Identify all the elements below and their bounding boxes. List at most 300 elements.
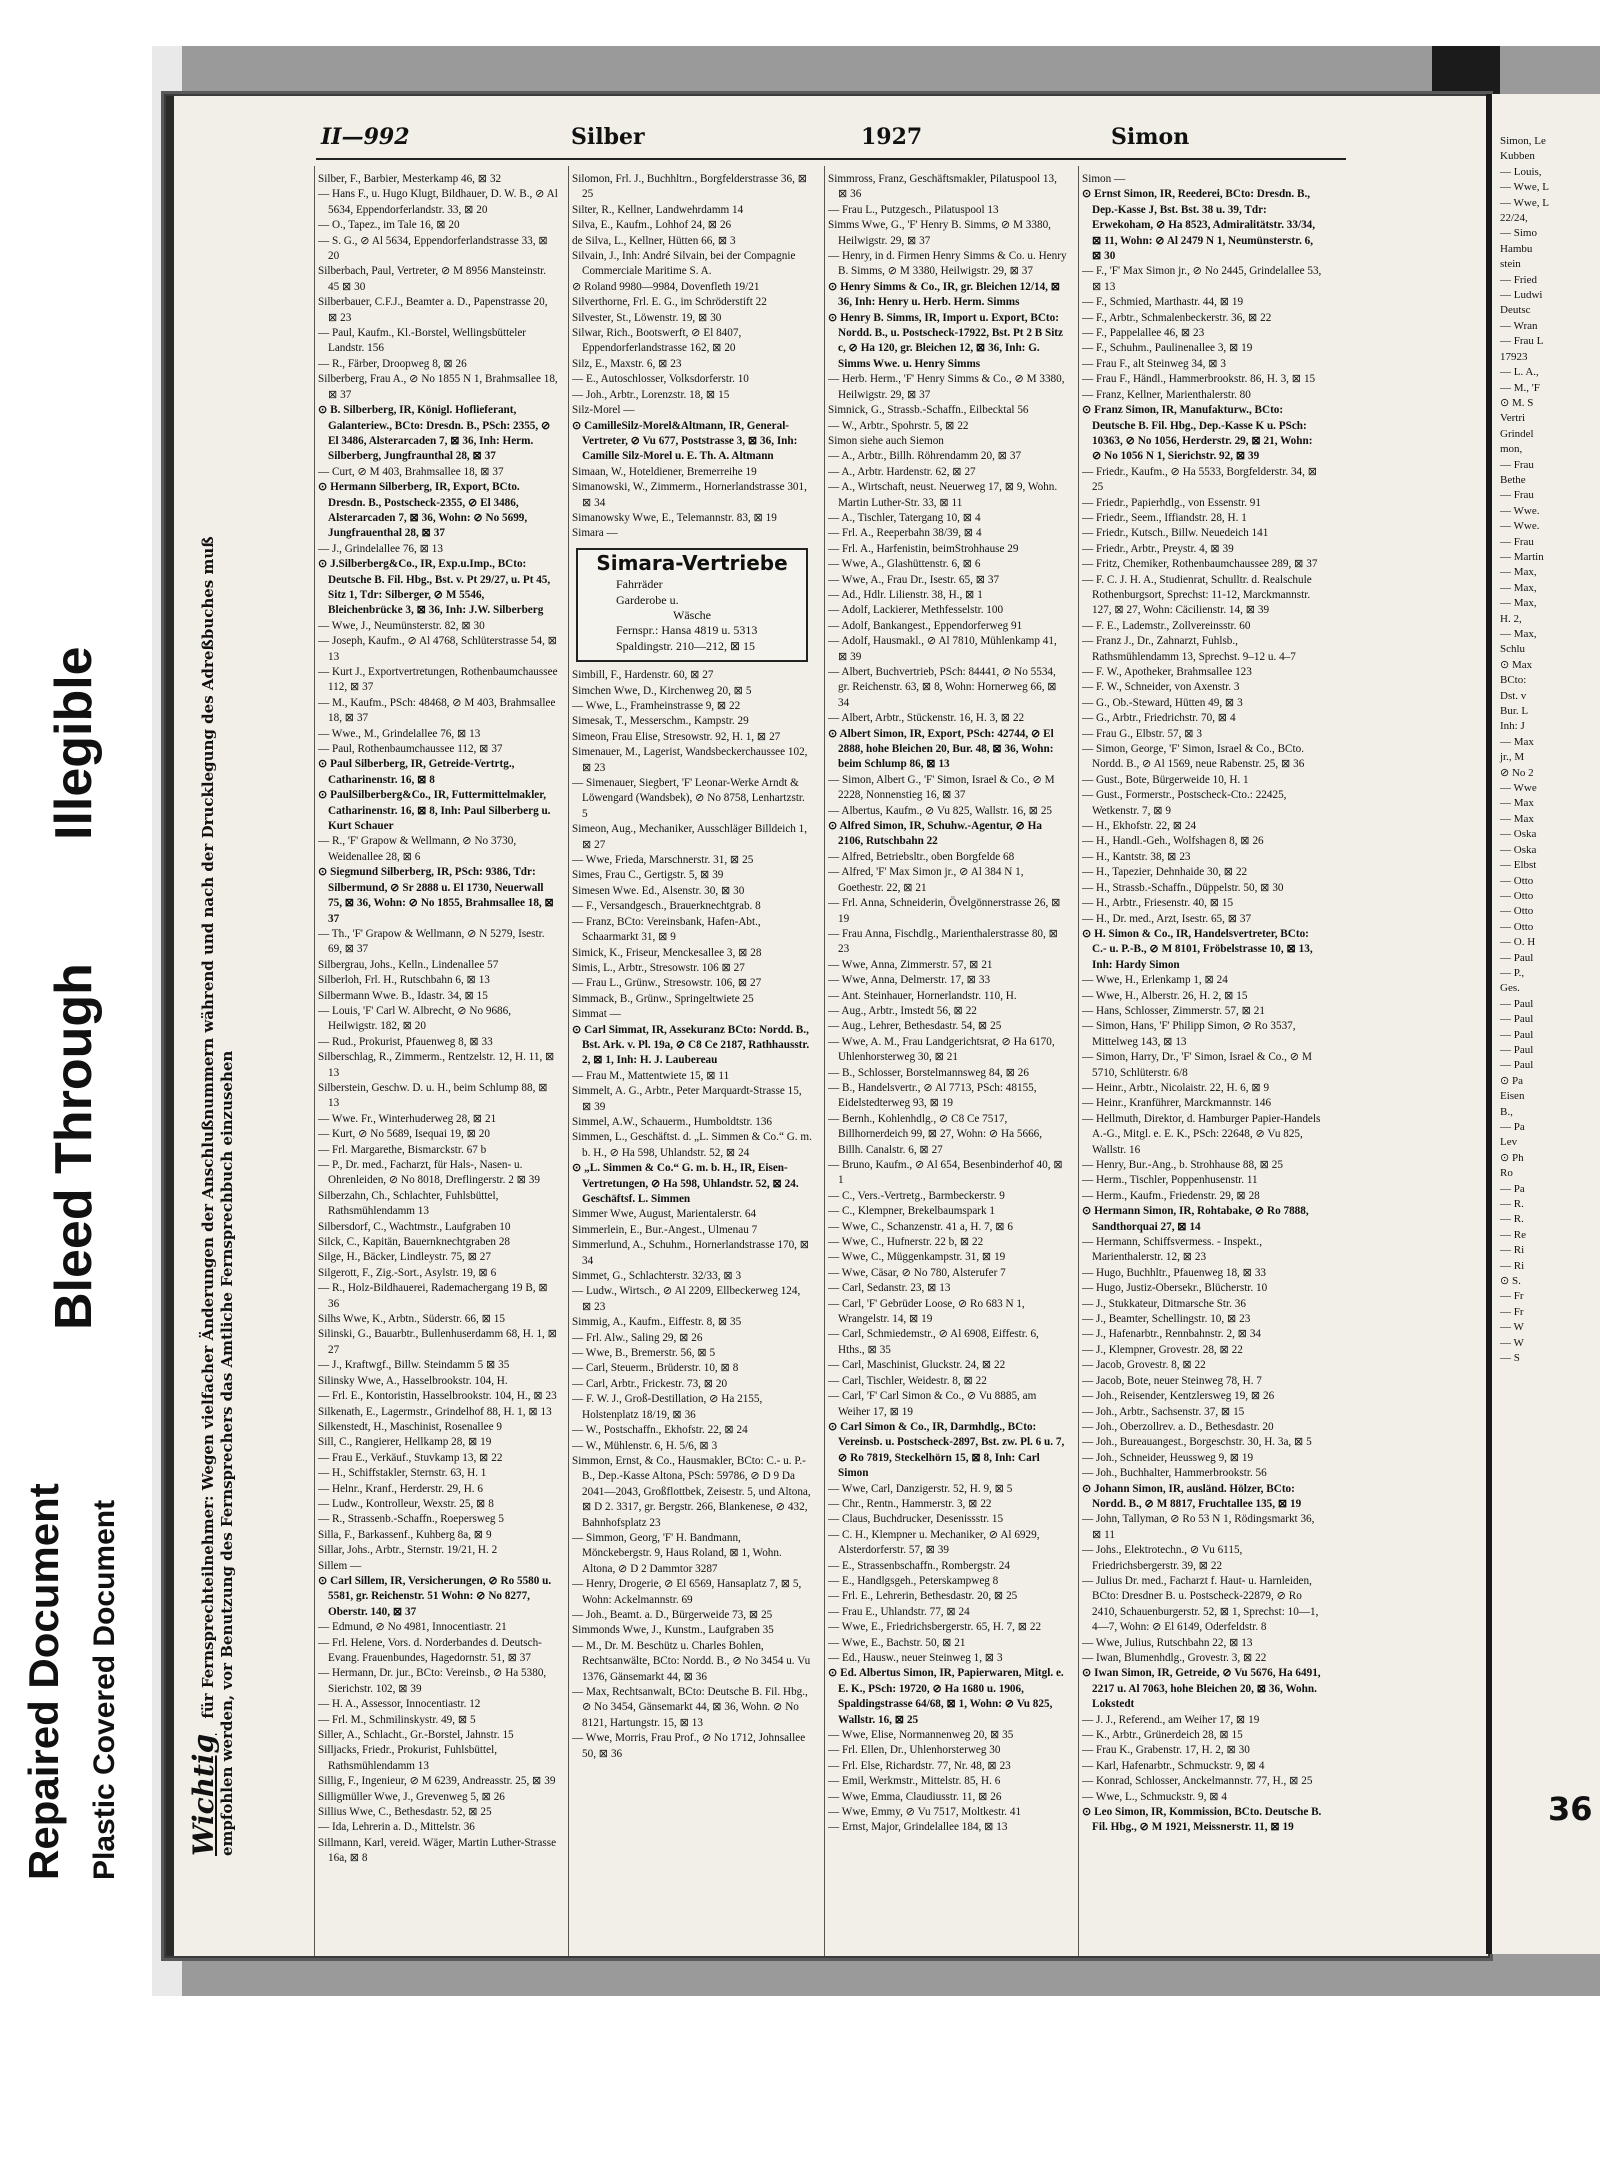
directory-entry: ⊙ Alfred Simon, IR, Schuhw.-Agentur, ⊘ Ha 2106, Rutschbahn 22 (828, 820, 1042, 848)
facing-page-entry: — O. H (1500, 936, 1536, 949)
facing-page-entry: — Max (1500, 735, 1534, 748)
directory-entry: — Wwe, Morris, Frau Prof., ⊘ No 1712, Johnsallee 50, ⊠ 36 (572, 1732, 806, 1760)
directory-entry: Silkenstedt, H., Maschinist, Rosenallee 9 (318, 1420, 502, 1433)
directory-entry: — Frl. Anna, Schneiderin, Övelgönnerstrasse 26, ⊠ 19 (828, 897, 1061, 925)
ad-line: Fahrräder (616, 577, 663, 592)
directory-entry: Simmen, L., Geschäftst. d. „L. Simmen & Co.“ G. m. b. H., ⊘ Ha 598, Uhlandstr. 52, ⊠ 24 (572, 1131, 812, 1159)
facing-page-entry: Bur. L (1500, 705, 1529, 718)
directory-entry: — Hugo, Justiz-Obersekr., Blücherstr. 10 (1082, 1282, 1268, 1295)
directory-entry: — Joseph, Kaufm., ⊘ Al 4768, Schlüterstrasse 54, ⊠ 13 (318, 635, 558, 663)
directory-entry: — G., Ob.-Steward, Hütten 49, ⊠ 3 (1082, 696, 1243, 709)
directory-entry: — Wwe, A. M., Frau Landgerichtsrat, ⊘ Ha 6170, Uhlenhorsterweg 30, ⊠ 21 (828, 1035, 1055, 1064)
directory-entry: — J., Beamter, Schellingstr. 10, ⊠ 23 (1082, 1313, 1251, 1326)
directory-entry: Silter, R., Kellner, Landwehrdamm 14 (572, 203, 744, 216)
column-rule-0 (314, 166, 315, 1958)
facing-page-entry: — Ri (1500, 1244, 1525, 1257)
column-3 (828, 172, 1068, 1958)
directory-entry: Silberbauer, C.F.J., Beamter a. D., Papenstrasse 20, ⊠ 23 (318, 296, 548, 324)
ad-title: Simara-Vertriebe (596, 550, 788, 575)
directory-entry: — W., Mühlenstr. 6, H. 5/6, ⊠ 3 (572, 1439, 718, 1452)
facing-page-entry: — Paul (1500, 951, 1534, 964)
facing-page-entry: — Otto (1500, 905, 1534, 918)
directory-entry: — H., Ekhofstr. 22, ⊠ 24 (1082, 820, 1197, 833)
label-plastic-covered-document: Plastic Covered Document (88, 1499, 121, 1880)
label-bleed-through: Bleed Through (45, 963, 103, 1330)
directory-entry: Silberberg, Frau A., ⊘ No 1855 N 1, Brahmsallee 18, ⊠ 37 (318, 373, 558, 401)
directory-entry: — Wwe, H., Alberstr. 26, H. 2, ⊠ 15 (1082, 989, 1248, 1002)
directory-entry: — E., Strassenbschaffn., Rombergstr. 24 (828, 1559, 1010, 1572)
directory-entry: Simon — (1082, 173, 1126, 185)
facing-page-entry: — Pa (1500, 1182, 1525, 1195)
directory-entry: — Kurt, ⊘ No 5689, Isequai 19, ⊠ 20 (318, 1128, 490, 1141)
directory-entry: — Albertus, Kaufm., ⊘ Vu 825, Wallstr. 16, ⊠ 25 (828, 804, 1053, 817)
directory-entry: Simmer Wwe, August, Marientalerstr. 64 (572, 1208, 757, 1221)
directory-entry: Sillar, Johs., Arbtr., Sternstr. 19/21, H. 2 (318, 1544, 498, 1557)
directory-entry: — J., Stukkateur, Ditmarsche Str. 36 (1082, 1297, 1246, 1310)
facing-page-entry: — Oska (1500, 843, 1537, 856)
directory-entry: — Hermann, Dr. jur., BCto: Vereinsb., ⊘ Ha 5380, Sierichstr. 102, ⊠ 39 (318, 1667, 547, 1695)
directory-entry: — Frau L., Grünw., Stresowstr. 106, ⊠ 27 (572, 977, 762, 990)
facing-page-entry: — Louis, (1500, 165, 1542, 178)
directory-entry: — M., Dr. M. Beschütz u. Charles Bohlen, Rechtsanwälte, BCto: Nordd. B., ⊘ No 3454 u. Vu 1376, Gänsemarkt 44, ⊠ 36 (572, 1639, 811, 1683)
directory-entry: Silbergrau, Johs., Kelln., Lindenallee 57 (318, 958, 499, 971)
directory-entry: — F., Arbtr., Schmalenbeckerstr. 36, ⊠ 22 (1082, 311, 1272, 324)
facing-page-entry: — P., (1500, 966, 1525, 979)
directory-entry: — B., Schlosser, Borstelmannsweg 84, ⊠ 26 (828, 1066, 1029, 1079)
directory-entry: — Wwe, Emmy, ⊘ Vu 7517, Moltkestr. 41 (828, 1806, 1022, 1819)
directory-entry: Silvester, St., Löwenstr. 19, ⊠ 30 (572, 311, 722, 324)
directory-entry: ⊙ Johann Simon, IR, ausländ. Hölzer, BCto: Nordd. B., ⊘ M 8817, Fruchtallee 135, ⊠ 19 (1082, 1482, 1302, 1510)
directory-entry: — Simmon, Georg, 'F' H. Bandmann, Mönckebergstr. 9, Haus Roland, ⊠ 1, Wohn. Altona, ⊘ D 2 Dammtor 3287 (572, 1531, 782, 1575)
directory-entry: Simms Wwe, G., 'F' Henry B. Simms, ⊘ M 3380, Heilwigstr. 29, ⊠ 37 (828, 219, 1051, 247)
directory-entry: — R., 'F' Grapow & Wellmann, ⊘ No 3730, Weidenallee 28, ⊠ 6 (318, 835, 517, 863)
directory-entry: — R., Färber, Droopweg 8, ⊠ 26 (318, 357, 467, 370)
directory-entry: — Carl, Tischler, Weidestr. 8, ⊠ 22 (828, 1374, 987, 1387)
facing-page-entry: — Wwe. (1500, 520, 1540, 533)
directory-entry: — A., Wirtschaft, neust. Neuerweg 17, ⊠ 9, Wohn. Martin Luther-Str. 33, ⊠ 11 (828, 481, 1058, 509)
directory-entry: Simmonds Wwe, J., Kunstm., Laufgraben 35 (572, 1624, 774, 1637)
directory-entry: Sillius Wwe, C., Bethesdastr. 52, ⊠ 25 (318, 1806, 492, 1819)
facing-page-entry: ⊙ S. (1500, 1275, 1521, 1288)
directory-entry: — Gust., Bote, Bürgerweide 10, H. 1 (1082, 773, 1249, 786)
directory-entry: — Kurt J., Exportvertretungen, Rothenbaumchaussee 112, ⊠ 37 (318, 666, 558, 694)
directory-entry: — Herb. Herm., 'F' Henry Simms & Co., ⊘ M 3380, Heilwigstr. 29, ⊠ 37 (828, 373, 1065, 401)
directory-entry: ⊙ Paul Silberberg, IR, Getreide-Vertrtg., Catharinenstr. 16, ⊠ 8 (318, 758, 515, 786)
directory-entry: — Heinr., Arbtr., Nicolaistr. 22, H. 6, ⊠ 9 (1082, 1081, 1270, 1094)
facing-page-entry: — Ri (1500, 1259, 1525, 1272)
header-left-word: Silber (571, 124, 645, 150)
directory-entry: — P., Dr. med., Facharzt, für Hals-, Nasen- u. Ohrenleiden, ⊘ No 8018, Dreflingerstr. 2 ⊠ 39 (318, 1159, 540, 1187)
facing-page-entry: — S (1500, 1352, 1520, 1365)
facing-page-entry: — W (1500, 1336, 1524, 1349)
directory-entry: — Hermann, Schiffsvermess. - Inspekt., Marienthalerstr. 12, ⊠ 23 (1082, 1236, 1262, 1264)
directory-entry: Silbersdorf, C., Wachtmstr., Laufgraben 10 (318, 1220, 511, 1233)
directory-entry: Simmack, B., Grünw., Springeltwiete 25 (572, 992, 754, 1005)
facing-page-entry: — R. (1500, 1198, 1524, 1211)
directory-entry: — Frau Anna, Fischdlg., Marienthalerstrasse 80, ⊠ 23 (828, 927, 1058, 956)
directory-entry: Simanowski, W., Zimmerm., Hornerlandstrasse 301, ⊠ 34 (572, 481, 807, 509)
facing-page-entry: Vertri (1500, 412, 1526, 425)
directory-entry: Simeon, Frau Elise, Stresowstr. 92, H. 1, ⊠ 27 (572, 730, 781, 743)
directory-entry: — F., Pappelallee 46, ⊠ 23 (1082, 327, 1205, 340)
directory-entry: — Aug., Lehrer, Bethesdastr. 54, ⊠ 25 (828, 1020, 1002, 1033)
directory-entry: — Simon, Hans, 'F' Philipp Simon, ⊘ Ro 3537, Mittelweg 143, ⊠ 13 (1082, 1020, 1296, 1048)
ad-line: Garderobe u. (616, 592, 679, 607)
facing-page-entry: Kubben (1500, 150, 1535, 163)
directory-entry: ⊙ Franz Simon, IR, Manufakturw., BCto: Deutsche B. Fil. Hbg., Dep.-Kasse K u. PSch: 10363, ⊘ No 1056, Herderstr. 29, ⊠ 21, Wohn: ⊘ No 1056 N 1, Sierichstr. 92, ⊠ 39 (1082, 404, 1313, 463)
facing-page-entry: — Max, (1500, 628, 1537, 640)
facing-page-entry: — Frau L (1500, 335, 1544, 348)
directory-entry: — R., Holz-Bildhauerei, Rademachergang 19 B, ⊠ 36 (318, 1282, 548, 1310)
directory-entry: — Herm., Kaufm., Friedenstr. 29, ⊠ 28 (1082, 1189, 1260, 1202)
directory-entry: — Gust., Formerstr., Postscheck-Cto.: 22425, Wetkenstr. 7, ⊠ 9 (1082, 789, 1287, 817)
directory-entry: — F. C. J. H. A., Studienrat, Schulltr. d. Realschule Rothenburgsort, Sprechst: 11-12, Marckmannstr. 127, ⊠ 27, Wohn: Cäcilienstr. 14, ⊠ 39 (1082, 573, 1312, 617)
directory-entry: — C. H., Klempner u. Mechaniker, ⊘ Al 6929, Alsterdorferstr. 57, ⊠ 39 (828, 1528, 1040, 1557)
directory-entry: — Jacob, Bote, neuer Steinweg 78, H. 7 (1082, 1374, 1262, 1387)
directory-entry: — H., Dr. med., Arzt, Isestr. 65, ⊠ 37 (1082, 912, 1252, 925)
facing-page-entry: — Elbst (1500, 859, 1537, 872)
facing-page-entry: — Wwe. (1500, 504, 1540, 517)
directory-entry: — Frau E., Uhlandstr. 77, ⊠ 24 (828, 1605, 970, 1618)
directory-entry: — Wwe, E., Bachstr. 50, ⊠ 21 (828, 1636, 966, 1649)
directory-entry: — Louis, 'F' Carl W. Albrecht, ⊘ No 9686, Heilwigstr. 182, ⊠ 20 (318, 1004, 512, 1033)
directory-entry: — Frl. M., Schmilinskystr. 49, ⊠ 5 (318, 1713, 476, 1726)
directory-entry: — Frl. A., Reeperbahn 38/39, ⊠ 4 (828, 527, 982, 540)
directory-entry: — F. W., Schneider, von Axenstr. 3 (1082, 681, 1240, 694)
vertical-notice (187, 456, 274, 1856)
directory-entry: — Simon, George, 'F' Simon, Israel & Co., BCto. Nordd. B., ⊘ Al 1569, neue Rabenstr. 25, ⊠ 36 (1082, 743, 1305, 771)
directory-entry: — Carl, Arbtr., Frickestr. 73, ⊠ 20 (572, 1377, 728, 1390)
directory-entry: — Friedr., Seem., Iffiandstr. 28, H. 1 (1082, 511, 1247, 524)
directory-entry: — Rud., Prokurist, Pfauenweg 8, ⊠ 33 (318, 1035, 493, 1048)
directory-entry: — Ludw., Kontrolleur, Wexstr. 25, ⊠ 8 (318, 1497, 494, 1510)
directory-entry: Siller, A., Schlacht., Gr.-Borstel, Jahnstr. 15 (318, 1729, 514, 1742)
directory-entry: — Wwe. Fr., Winterhuderweg 28, ⊠ 21 (318, 1112, 497, 1125)
directory-entry: Simenauer, M., Lagerist, Wandsbeckerchaussee 102, ⊠ 23 (572, 746, 808, 774)
directory-entry: ⊘ Roland 9980—9984, Dovenfleth 19/21 (572, 280, 760, 293)
directory-entry: Sillmann, Karl, vereid. Wäger, Martin Luther-Strasse 16a, ⊠ 8 (318, 1836, 557, 1865)
directory-entry: — Ant. Steinhauer, Hornerlandstr. 110, H. (828, 989, 1017, 1002)
directory-entry: — E., Handlgsgeh., Peterskampweg 8 (828, 1574, 999, 1587)
directory-entry: — Wwe, Anna, Zimmerstr. 57, ⊠ 21 (828, 958, 993, 971)
directory-entry: — Wwe, J., Neumünsterstr. 82, ⊠ 30 (318, 619, 485, 632)
directory-entry: ⊙ J.Silberberg&Co., IR, Exp.u.Imp., BCto: Deutsche B. Fil. Hbg., Bst. v. Pt 29/27, u. Pt 45, Sitz 1, Tdr: Silberger, ⊘ M 5546, Bleichenbrücke 3, ⊠ 36, Inh: J.W. Silberberg (318, 558, 551, 617)
directory-entry: Silge, H., Bäcker, Lindleystr. 75, ⊠ 27 (318, 1251, 491, 1264)
facing-page-entry: — Paul (1500, 1013, 1534, 1026)
page-number: II—992 (321, 124, 410, 150)
facing-page-entry: — M., 'F (1500, 381, 1540, 394)
directory-entry: Silbermann Wwe. B., Idastr. 34, ⊠ 15 (318, 989, 488, 1002)
facing-page-entry: — Max, (1500, 597, 1537, 610)
directory-page (164, 94, 1490, 1958)
directory-entry: ⊙ Carl Sillem, IR, Versicherungen, ⊘ Ro 5580 u. 5581, gr. Reichenstr. 51 Wohn: ⊘ No 8277, Oberstr. 140, ⊠ 37 (318, 1574, 552, 1618)
facing-page-entry: Grindel (1500, 427, 1534, 440)
directory-entry: Silla, F., Barkassenf., Kuhberg 8a, ⊠ 9 (318, 1528, 492, 1541)
directory-entry: — Edmund, ⊘ No 4981, Innocentiastr. 21 (318, 1621, 507, 1634)
facing-page-entry: stein (1500, 258, 1521, 271)
facing-page-entry: Ro (1500, 1167, 1513, 1180)
directory-entry: ⊙ CamilleSilz-Morel&Altmann, IR, General-Vertreter, ⊘ Vu 677, Poststrasse 3, ⊠ 36, Inh: Camille Silz-Morel u. E. Th. A. Altmann (572, 419, 798, 463)
column-4 (1082, 172, 1322, 1958)
column-rule-2 (824, 166, 825, 1958)
column-rule-3 (1078, 166, 1079, 1958)
directory-entry: ⊙ Carl Simmat, IR, Assekuranz BCto: Nordd. B., Bst. Ark. v. Pl. 19a, ⊘ C8 Ce 2187, Rathhausstr. 2, ⊠ 1, Inh: H. J. Laubereau (572, 1023, 810, 1067)
directory-entry: Simmet, G., Schlachterstr. 32/33, ⊠ 3 (572, 1270, 742, 1283)
directory-entry: — Alfred, 'F' Max Simon jr., ⊘ Al 384 N 1, Goethestr. 22, ⊠ 21 (828, 866, 1024, 894)
directory-entry: — Paul, Kaufm., Kl.-Borstel, Wellingsbütteler Landstr. 156 (318, 327, 527, 355)
directory-entry: — F. E., Lademstr., Zollvereinsstr. 60 (1082, 619, 1251, 632)
notice-text: für Fernsprechteilnehmer: Wegen vielfacher Änderungen der Anschlußnummern während und nach der Drucklegung des Adreßbuches muß empfohlen werden, vor Benutzung des Fernsprechers das Amtliche Fernsprechbuch einzusehen (199, 536, 236, 1856)
directory-entry: Silkenath, E., Lagermstr., Grindelhof 88, H. 1, ⊠ 13 (318, 1405, 552, 1418)
directory-entry: — Frau E., Verkäuf., Stuvkamp 13, ⊠ 22 (318, 1451, 503, 1464)
directory-entry: ⊙ Henry Simms & Co., IR, gr. Bleichen 12/14, ⊠ 36, Inh: Henry u. Herb. Herm. Simms (828, 280, 1061, 309)
directory-entry: — Bruno, Kaufm., ⊘ Al 654, Besenbinderhof 40, ⊠ 1 (828, 1159, 1063, 1187)
directory-entry: — Frl. Ellen, Dr., Uhlenhorsterweg 30 (828, 1744, 1001, 1757)
directory-entry: — Frau K., Grabenstr. 17, H. 2, ⊠ 30 (1082, 1744, 1250, 1757)
directory-entry: — Joh., Buchhalter, Hammerbrookstr. 56 (1082, 1467, 1267, 1480)
facing-page-entry: Dst. v (1500, 689, 1527, 702)
directory-entry: — K., Arbtr., Grünerdeich 28, ⊠ 15 (1082, 1729, 1243, 1742)
directory-entry: — Th., 'F' Grapow & Wellmann, ⊘ N 5279, Isestr. 69, ⊠ 37 (318, 927, 545, 956)
directory-entry: — Frl. Alw., Saling 29, ⊠ 26 (572, 1331, 703, 1344)
facing-page-entry: — Frau (1500, 535, 1534, 548)
facing-page-entry: 17923 (1500, 350, 1528, 363)
label-illegible: Illegible (45, 646, 103, 840)
directory-entry: — M., Kaufm., PSch: 48468, ⊘ M 403, Brahmsallee 18, ⊠ 37 (318, 696, 556, 725)
facing-page-entry: ⊙ M. S (1500, 396, 1534, 409)
facing-page-entry: Ges. (1500, 982, 1520, 995)
directory-entry: — Adolf, Bankangest., Eppendorferweg 91 (828, 619, 1023, 632)
directory-entry: ⊙ Albert Simon, IR, Export, PSch: 42744, ⊘ El 2888, hohe Bleichen 20, Bur. 48, ⊠ 36, Wohn: beim Schlump 86, ⊠ 13 (828, 727, 1054, 771)
directory-entry: — Herm., Tischler, Poppenhusenstr. 11 (1082, 1174, 1258, 1187)
directory-entry: Simmelt, A. G., Arbtr., Peter Marquardt-Strasse 15, ⊠ 39 (572, 1085, 802, 1113)
directory-entry: — Franz J., Dr., Zahnarzt, Fuhlsb., Rathsmühlendamm 13, Sprechst. 9–12 u. 4–7 (1082, 635, 1296, 663)
directory-entry: — Ludw., Wirtsch., ⊘ Al 2209, Ellbeckerweg 124, ⊠ 23 (572, 1285, 801, 1313)
directory-entry: — Hellmuth, Direktor, d. Hamburger Papier-Handels A.-G., Mitgl. e. E. K., PSch: 22648, ⊘ Vu 825, Wallstr. 16 (1082, 1112, 1321, 1156)
directory-entry: Silgerott, F., Zig.-Sort., Asylstr. 19, ⊠ 6 (318, 1266, 497, 1279)
directory-entry: — Helnr., Kranf., Herderstr. 29, H. 6 (318, 1482, 483, 1495)
header-right-word: Simon (1111, 124, 1190, 150)
directory-entry: — Joh., Arbtr., Lorenzstr. 18, ⊠ 15 (572, 388, 730, 401)
directory-entry: — J., Kraftwgf., Billw. Steindamm 5 ⊠ 35 (318, 1359, 510, 1372)
directory-entry: ⊙ PaulSilberberg&Co., IR, Futtermittelmakler, Catharinenstr. 16, ⊠ 8, Inh: Paul Silberberg u. Kurt Schauer (318, 789, 551, 833)
directory-entry: — G., Arbtr., Friedrichstr. 70, ⊠ 4 (1082, 712, 1236, 725)
directory-entry: — Friedr., Kaufm., ⊘ Ha 5533, Borgfelderstr. 34, ⊠ 25 (1082, 465, 1318, 494)
directory-entry: — Carl, 'F' Carl Simon & Co., ⊘ Vu 8885, am Weiher 17, ⊠ 19 (828, 1390, 1037, 1418)
directory-entry: — Wwe, C., Hufnerstr. 22 b, ⊠ 22 (828, 1236, 984, 1249)
directory-entry: — H. A., Assessor, Innocentiastr. 12 (318, 1698, 481, 1711)
facing-page-entry: — Frau (1500, 489, 1534, 502)
directory-entry: — Hans, Schlosser, Zimmerstr. 57, ⊠ 21 (1082, 1004, 1265, 1017)
facing-page-entry: — Frau (1500, 458, 1534, 471)
directory-entry: — Fritz, Chemiker, Rothenbaumchaussee 289, ⊠ 37 (1082, 558, 1318, 571)
directory-entry: Simchen Wwe, D., Kirchenweg 20, ⊠ 5 (572, 684, 752, 697)
directory-entry: Simmig, A., Kaufm., Eiffestr. 8, ⊠ 35 (572, 1316, 742, 1329)
directory-entry: ⊙ Ed. Albertus Simon, IR, Papierwaren, Mitgl. e. E. K., PSch: 19720, ⊘ Ha 1680 u. 1906, Spaldingstrasse 64/68, ⊠ 1, Wohn: ⊘ Vu 825, Wallstr. 16, ⊠ 25 (828, 1667, 1064, 1726)
facing-page-entry: jr., M (1500, 751, 1525, 764)
directory-entry: — H., Arbtr., Friesenstr. 40, ⊠ 15 (1082, 897, 1234, 910)
directory-entry: — Frl. Else, Richardstr. 77, Nr. 48, ⊠ 23 (828, 1759, 1011, 1772)
directory-entry: Sillig, F., Ingenieur, ⊘ M 6239, Andreasstr. 25, ⊠ 39 (318, 1775, 556, 1788)
directory-entry: — F., Versandgesch., Brauerknechtgrab. 8 (572, 900, 761, 913)
directory-entry: — Joh., Arbtr., Sachsenstr. 37, ⊠ 15 (1082, 1405, 1245, 1418)
directory-entry: ⊙ Leo Simon, IR, Kommission, BCto. Deutsche B. Fil. Hbg., ⊘ M 1921, Meissnerstr. 11, ⊠ 19 (1082, 1806, 1322, 1834)
facing-page-entry: BCto: (1500, 674, 1527, 687)
directory-entry: — Alfred, Betriebsltr., oben Borgfelde 68 (828, 850, 1015, 863)
directory-entry: — Wwe, L., Framheinstrasse 9, ⊠ 22 (572, 700, 741, 712)
facing-page-entry: — W (1500, 1321, 1524, 1334)
directory-entry: — Wwe, Carl, Danzigerstr. 52, H. 9, ⊠ 5 (828, 1482, 1013, 1495)
directory-entry: ⊙ Henry B. Simms, IR, Import u. Export, BCto: Nordd. B., u. Postscheck-17922, Bst. Pt 2 B Sitz c, ⊘ Ha 120, gr. Bleichen 12, ⊠ 36, Inh: G. Simms Wwe. u. Henry Simms (828, 311, 1063, 370)
directory-entry: — Friedr., Arbtr., Preystr. 4, ⊠ 39 (1082, 542, 1234, 555)
directory-entry: — Frau M., Mattentwiete 15, ⊠ 11 (572, 1069, 730, 1082)
facing-page-number: 36 (1548, 1790, 1593, 1828)
directory-entry: — Carl, Maschinist, Gluckstr. 24, ⊠ 22 (828, 1359, 1006, 1372)
directory-entry: — Franz, Kellner, Marienthalerstr. 80 (1082, 388, 1251, 401)
directory-entry: Silberbach, Paul, Vertreter, ⊘ M 8956 Mansteinstr. 45 ⊠ 30 (318, 265, 547, 293)
directory-entry: — Joh., Bureauangest., Borgeschstr. 30, H. 3a, ⊠ 5 (1082, 1436, 1312, 1449)
directory-entry: — F., 'F' Max Simon jr., ⊘ No 2445, Grindelallee 53, ⊠ 13 (1082, 265, 1322, 293)
directory-entry: Silberzahn, Ch., Schlachter, Fuhlsbüttel, Rathsmühlendamm 13 (318, 1189, 499, 1218)
facing-page-entry: 22/24, (1500, 212, 1528, 225)
directory-entry: — A., Arbtr. Hardenstr. 62, ⊠ 27 (828, 465, 976, 478)
facing-page-entry: Lev (1500, 1136, 1518, 1149)
directory-entry: Simmerlund, A., Schuhm., Hornerlandstrasse 170, ⊠ 34 (572, 1239, 810, 1267)
directory-entry: — Ida, Lehrerin a. D., Mittelstr. 36 (318, 1821, 475, 1834)
directory-entry: — F. W. J., Groß-Destillation, ⊘ Ha 2155, Holstenplatz 18/19, ⊠ 36 (572, 1393, 763, 1421)
directory-entry: Simnick, G., Strassb.-Schaffn., Eilbecktal 56 (828, 404, 1029, 417)
directory-entry: — Iwan, Blumenhdlg., Grovestr. 3, ⊠ 22 (1082, 1652, 1267, 1664)
directory-entry: Silberstein, Geschw. D. u. H., beim Schlump 88, ⊠ 13 (318, 1081, 548, 1110)
directory-entry: — W., Arbtr., Spohrstr. 5, ⊠ 22 (828, 419, 969, 432)
directory-entry: — F., Schuhm., Paulinenallee 3, ⊠ 19 (1082, 342, 1253, 355)
directory-entry: — Frl. A., Harfenistin, beimStrohhause 29 (828, 542, 1019, 555)
column-1 (318, 172, 558, 1958)
header-rule (316, 158, 1346, 160)
directory-entry: Simmross, Franz, Geschäftsmakler, Pilatuspool 13, ⊠ 36 (828, 173, 1057, 201)
directory-entry: — Wwe, Julius, Rutschbahn 22, ⊠ 13 (1082, 1636, 1253, 1649)
directory-entry: — Wwe, C., Müggenkampstr. 31, ⊠ 19 (828, 1251, 1006, 1264)
directory-entry: — Wwe, C., Schanzenstr. 41 a, H. 7, ⊠ 6 (828, 1220, 1014, 1233)
directory-entry: Silligmüller Wwe, J., Grevenweg 5, ⊠ 26 (318, 1790, 505, 1803)
directory-entry: Silljacks, Friedr., Prokurist, Fuhlsbüttel, Rathsmühlendamm 13 (318, 1744, 498, 1772)
directory-entry: Silhs Wwe, K., Arbtn., Süderstr. 66, ⊠ 15 (318, 1313, 505, 1326)
directory-entry: Simmat — (572, 1008, 621, 1021)
directory-entry: — Carl, Schmiedemstr., ⊘ Al 6908, Eiffestr. 6, Hths., ⊠ 35 (828, 1328, 1039, 1356)
directory-entry: — Frl. Margarethe, Bismarckstr. 67 b (318, 1143, 487, 1156)
directory-entry: — W., Postschaffn., Ekhofstr. 22, ⊠ 24 (572, 1424, 748, 1437)
directory-entry: — Albert, Arbtr., Stückenstr. 16, H. 3, ⊠ 22 (828, 712, 1025, 725)
directory-entry: ⊙ H. Simon & Co., IR, Handelsvertreter, BCto: C.- u. P.-B., ⊘ M 8101, Fröbelstrasse 10, ⊠ 13, Inh: Hardy Simon (1082, 927, 1313, 971)
directory-entry: ⊙ Hermann Simon, IR, Rohtabake, ⊘ Ro 7888, Sandthorquai 27, ⊠ 14 (1082, 1205, 1309, 1233)
directory-entry: — Karl, Hafenarbtr., Schmuckstr. 9, ⊠ 4 (1082, 1759, 1265, 1772)
directory-entry: — Carl, Steuerm., Brüderstr. 10, ⊠ 8 (572, 1362, 739, 1375)
directory-entry: Silvain, J., Inh: André Silvain, bei der Compagnie Commerciale Maritime S. A. (572, 250, 796, 278)
directory-entry: — Jacob, Grovestr. 8, ⊠ 22 (1082, 1359, 1206, 1372)
facing-page-column (1500, 134, 1600, 1367)
directory-entry: — J. J., Referend., am Weiher 17, ⊠ 19 (1082, 1713, 1260, 1726)
facing-page-entry: — Pa (1500, 1121, 1525, 1133)
facing-page-entry: — Max, (1500, 581, 1537, 594)
directory-entry: — Joh., Reisender, Kentzlersweg 19, ⊠ 26 (1082, 1390, 1275, 1403)
directory-entry: — John, Tallyman, ⊘ Ro 53 N 1, Rödingsmarkt 36, ⊠ 11 (1082, 1513, 1315, 1541)
directory-entry: — E., Autoschlosser, Volksdorferstr. 10 (572, 373, 749, 386)
directory-entry: — Emil, Werkmstr., Mittelstr. 85, H. 6 (828, 1775, 1001, 1788)
facing-page-entry: — Oska (1500, 828, 1537, 841)
directory-entry: — Carl, Sedanstr. 23, ⊠ 13 (828, 1282, 951, 1295)
directory-entry: — Albert, Buchvertrieb, PSch: 84441, ⊘ No 5534, gr. Reichenstr. 63, ⊠ 8, Wohn: Hornerweg 66, ⊠ 34 (828, 666, 1057, 709)
page-binding-edge (166, 96, 174, 1956)
facing-page-entry: Inh: J (1500, 720, 1525, 733)
advertisement-box (576, 548, 808, 662)
directory-entry: ⊙ Iwan Simon, IR, Getreide, ⊘ Vu 5676, Ha 6491, 2217 u. Al 7063, hohe Bleichen 20, ⊠ 36, Wohn. Lokstedt (1082, 1667, 1321, 1711)
directory-entry: Simesen Wwe. Ed., Alsenstr. 30, ⊠ 30 (572, 884, 745, 897)
directory-entry: ⊙ Carl Simon & Co., IR, Darmhdlg., BCto: Vereinsb. u. Postscheck-2897, Bst. zw. Pl. 6 u. 7, ⊘ Ro 7819, Steckelhörn 15, ⊠ 8, Inh: Carl Simon (828, 1420, 1065, 1480)
directory-entry: Simis, L., Arbtr., Stresowstr. 106 ⊠ 27 (572, 961, 745, 974)
directory-entry: — Ed., Hausw., neuer Steinweg 1, ⊠ 3 (828, 1652, 1003, 1664)
directory-entry: Silber, F., Barbier, Mesterkamp 46, ⊠ 32 (318, 173, 502, 185)
facing-page-entry: B., (1500, 1105, 1513, 1118)
directory-entry: Simesak, T., Messerschm., Kampstr. 29 (572, 715, 749, 728)
directory-entry: — C., Vers.-Vertretg., Barmbeckerstr. 9 (828, 1189, 1005, 1202)
facing-page-entry: — L. A., (1500, 366, 1539, 379)
directory-entry: — Konrad, Schlosser, Anckelmannstr. 77, H., ⊠ 25 (1082, 1775, 1313, 1788)
directory-entry: ⊙ Siegmund Silberberg, IR, PSch: 9386, Tdr: Silbermund, ⊘ Sr 2888 u. El 1730, Neuerwall 75, ⊠ 36, Wohn: ⊘ No 1855, Brahmsallee 18, ⊠ 37 (318, 866, 554, 925)
directory-entry: Simanowsky Wwe, E., Telemannstr. 83, ⊠ 19 (572, 511, 777, 524)
facing-page-entry: — Paul (1500, 1059, 1534, 1072)
column-2 (572, 172, 812, 1958)
directory-entry: Silck, C., Kapitän, Bauernknechtgraben 28 (318, 1236, 511, 1249)
directory-entry: Simara — (572, 527, 618, 540)
directory-entry: — Henry, Bur.-Ang., b. Strohhause 88, ⊠ 25 (1082, 1159, 1283, 1171)
directory-entry: — Joh., Oberzollrev. a. D., Bethesdastr. 20 (1082, 1420, 1274, 1433)
directory-entry: — H., Schiffstakler, Sternstr. 63, H. 1 (318, 1467, 487, 1480)
directory-entry: — Hans F., u. Hugo Klugt, Bildhauer, D. W. B., ⊘ Al 5634, Eppendorferlandstr. 33, ⊠ 20 (318, 188, 558, 216)
facing-page-entry: — Max (1500, 812, 1534, 825)
directory-entry: Simbill, F., Hardenstr. 60, ⊠ 27 (572, 669, 714, 682)
column-rule-1 (568, 166, 569, 1958)
directory-entry: — B., Handelsvertr., ⊘ Al 7713, PSch: 48155, Eidelstedterweg 93, ⊠ 19 (828, 1081, 1037, 1110)
directory-entry: Sill, C., Rangierer, Hellkamp 28, ⊠ 19 (318, 1436, 492, 1449)
facing-page-entry: — Otto (1500, 889, 1534, 902)
directory-entry: — Wwe, A., Frau Dr., Isestr. 65, ⊠ 37 (828, 573, 1000, 586)
facing-page-entry: — Wran (1500, 319, 1538, 332)
facing-page-entry: — Max (1500, 797, 1534, 810)
directory-entry: — Simon, Harry, Dr., 'F' Simon, Israel & Co., ⊘ M 5710, Schlüterstr. 6/8 (1082, 1051, 1312, 1079)
directory-entry: — Frau G., Elbstr. 57, ⊠ 3 (1082, 727, 1203, 740)
facing-page-entry: Eisen (1500, 1090, 1525, 1103)
facing-page-entry: — Martin (1500, 550, 1544, 563)
directory-entry: — Adolf, Lackierer, Methfesselstr. 100 (828, 604, 1004, 617)
directory-entry: Silinsky Wwe, A., Hasselbrookstr. 104, H. (318, 1374, 508, 1387)
directory-entry: — Friedr., Papierhdlg., von Essenstr. 91 (1082, 496, 1261, 509)
directory-entry: — Wwe, L., Schmuckstr. 9, ⊠ 4 (1082, 1790, 1227, 1803)
directory-entry: Simmon, Ernst, & Co., Hausmakler, BCto: C.- u. P.-B., Dep.-Kasse Altona, PSch: 59786, ⊘ D 9 Da 2041—2043, Großflottbek, Zeisestr. 5, und Altona, ⊠ D 2. 3317, gr. Bergstr. 266, Blankenese, ⊘ 432, Bahnhofsplatz 23 (572, 1454, 811, 1529)
directory-entry: Silomon, Frl. J., Buchhltrn., Borgfelderstrasse 36, ⊠ 25 (572, 173, 808, 201)
directory-entry: — Frl. Helene, Vors. d. Norderbandes d. Deutsch-Evang. Frauenbundes, Hagedornstr. 51, ⊠ 37 (318, 1636, 542, 1664)
directory-entry: ⊙ Ernst Simon, IR, Reederei, BCto: Dresdn. B., Dep.-Kasse J, Bst. Bst. 38 u. 39, Tdr: Erwekoham, ⊘ Ha 8523, Admiralitätstr. 33/34, ⊠ 11, Wohn: ⊘ Al 2479 N 1, Neumünsterstr. 6, ⊠ 30 (1082, 188, 1316, 263)
facing-page-entry: — Paul (1500, 1043, 1534, 1056)
facing-page-entry: — Fried (1500, 273, 1537, 286)
directory-entry: — Bernh., Kohlenhdlg., ⊘ C8 Ce 7517, Billhornerdeich 99, ⊠ 27, Wohn: ⊘ Ha 5666, Billh. Canalstr. 6, ⊠ 27 (828, 1112, 1043, 1156)
directory-entry: Simes, Frau C., Gertigstr. 5, ⊠ 39 (572, 869, 724, 882)
directory-entry: — Wwe, B., Bremerstr. 56, ⊠ 5 (572, 1347, 716, 1360)
facing-page-entry: ⊘ No 2 (1500, 766, 1534, 779)
directory-entry: — Frl. E., Lehrerin, Bethesdastr. 20, ⊠ 25 (828, 1590, 1018, 1603)
directory-entry: Simeon, Aug., Mechaniker, Ausschläger Billdeich 1, ⊠ 27 (572, 823, 808, 851)
directory-entry: — O., Tapez., im Tale 16, ⊠ 20 (318, 219, 460, 232)
directory-entry: — J., Grindelallee 76, ⊠ 13 (318, 542, 443, 555)
